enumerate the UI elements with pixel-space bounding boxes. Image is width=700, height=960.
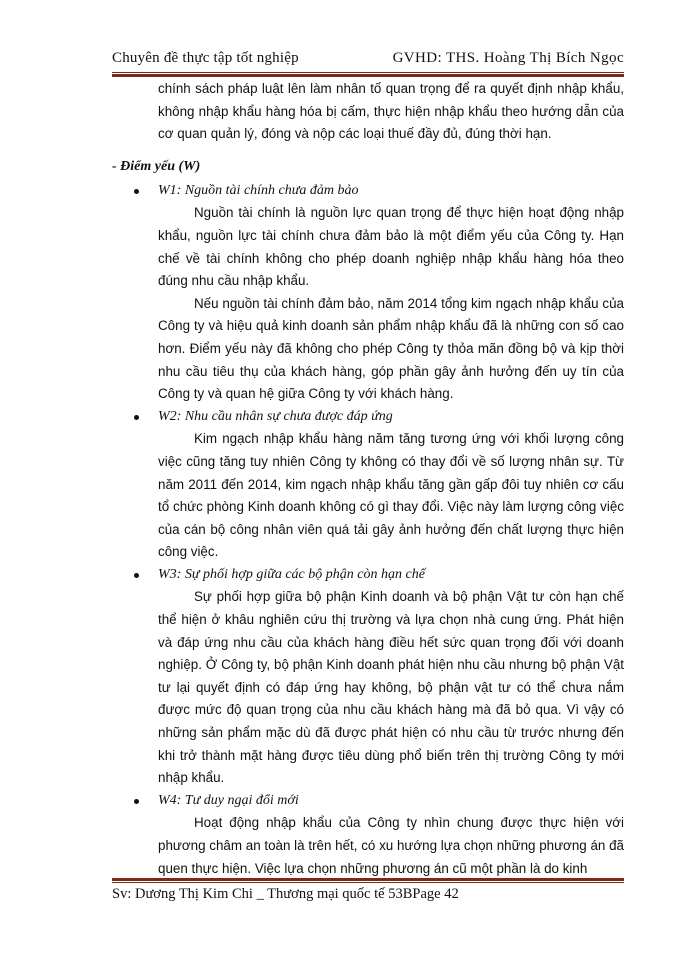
bullet-dot-icon	[134, 799, 139, 804]
header-course-title: Chuyên đề thực tập tốt nghiệp	[112, 50, 299, 66]
section-title-weaknesses: - Điểm yếu (W)	[112, 158, 201, 174]
page-header	[112, 46, 624, 72]
weakness-w2-title: W2: Nhu cầu nhân sự chưa được đáp ứng	[158, 408, 393, 424]
page-footer: Sv: Dương Thị Kim Chi _ Thương mại quốc tế 53BPage 42	[112, 886, 459, 902]
weakness-w1-title-row	[112, 180, 624, 203]
footer-rule-thin	[112, 882, 624, 883]
weakness-w1-paragraph-1: Nguồn tài chính là nguồn lực quan trọng để thực hiện hoạt động nhập khẩu, nguồn lực tài chính chưa đảm bảo là một điểm yếu của Công ty. Hạn chế về tài chính không cho phép doanh nghiệp nhập khẩu hàng hóa theo đúng nhu cầu nhập khẩu.	[158, 205, 624, 289]
weakness-w2-paragraph-1: Kim ngạch nhập khẩu hàng năm tăng tương ứng với khối lượng công việc cũng tăng tuy nhiên Công ty không có thay đổi về số lượng nhân sự. Từ năm 2011 đến 2014, kim ngạch nhập khẩu tăng gần gấp đôi tuy nhiên cơ cấu tổ chức phòng Kinh doanh không có gì thay đổi. Việc này làm lượng công việc của cán bộ công nhân viên quá tải gây ảnh hưởng đến chất lượng thực hiện công việc.	[158, 431, 624, 560]
weakness-w4-title-row	[112, 790, 624, 813]
weakness-w3-title-row	[112, 564, 624, 587]
header-rule-thick	[112, 74, 624, 77]
weakness-w1-paragraph-2: Nếu nguồn tài chính đảm bảo, năm 2014 tổng kim ngạch nhập khẩu của Công ty và hiệu quả kinh doanh sản phẩm nhập khẩu đã là những con số cao hơn. Điểm yếu này đã không cho phép Công ty thỏa mãn đồng bộ và kịp thời nhu cầu tiêu thụ của khách hàng, góp phần gây ảnh hưởng đến uy tín của Công ty và quan hệ giữa Công ty với khách hàng.	[158, 295, 624, 402]
weakness-w4-title: W4: Tư duy ngại đổi mới	[158, 792, 299, 808]
weakness-w3-title: W3: Sự phối hợp giữa các bộ phận còn hạn chế	[158, 566, 425, 582]
body-content	[112, 78, 624, 880]
weakness-w3-paragraph-1: Sự phối hợp giữa bộ phận Kinh doanh và bộ phận Vật tư còn hạn chế thể hiện ở khâu nghiên cứu thị trường và lựa chọn nhà cung ứng. Phát hiện và đáp ứng nhu cầu của khách hàng điều hết sức quan trọng đối với doanh nghiệp. Ở Công ty, bộ phận Kinh doanh phát hiện nhu cầu nhưng bộ phận Vật tư lại quyết định có đáp ứng hay không, bộ phận vật tư có thể chưa nắm được mức độ quan trọng của nhu cầu khách hàng mà đã bỏ qua. Vì vậy có những sản phẩm mặc dù đã được phát hiện có nhu cầu từ trước nhưng đến khi trở thành mặt hàng được tiêu dùng phổ biến trên thị trường Công ty mới nhập khẩu.	[158, 589, 624, 786]
weakness-w1-title: W1: Nguồn tài chính chưa đảm bảo	[158, 182, 359, 198]
bullet-dot-icon	[134, 189, 139, 194]
weakness-w2-title-row	[112, 406, 624, 429]
footer-rule-thick	[112, 878, 624, 881]
intro-paragraph: chính sách pháp luật lên làm nhân tố quan trọng để ra quyết định nhập khẩu, không nhập khẩu hàng hóa bị cấm, thực hiện nhập khẩu theo hướng dẫn của cơ quan quản lý, đóng và nộp các loại thuế đầy đủ, đúng thời hạn.	[158, 81, 624, 142]
header-advisor: GVHD: THS. Hoàng Thị Bích Ngọc	[392, 50, 624, 66]
weakness-w4-paragraph-1: Hoạt động nhập khẩu của Công ty nhìn chung được thực hiện với phương châm an toàn là trên hết, có xu hướng lựa chọn những phương án đã quen thực hiện. Việc lựa chọn những phương án cũ một phần là do kinh	[158, 815, 624, 876]
bullet-dot-icon	[134, 415, 139, 420]
header-rule-thin	[112, 72, 624, 73]
bullet-dot-icon	[134, 573, 139, 578]
